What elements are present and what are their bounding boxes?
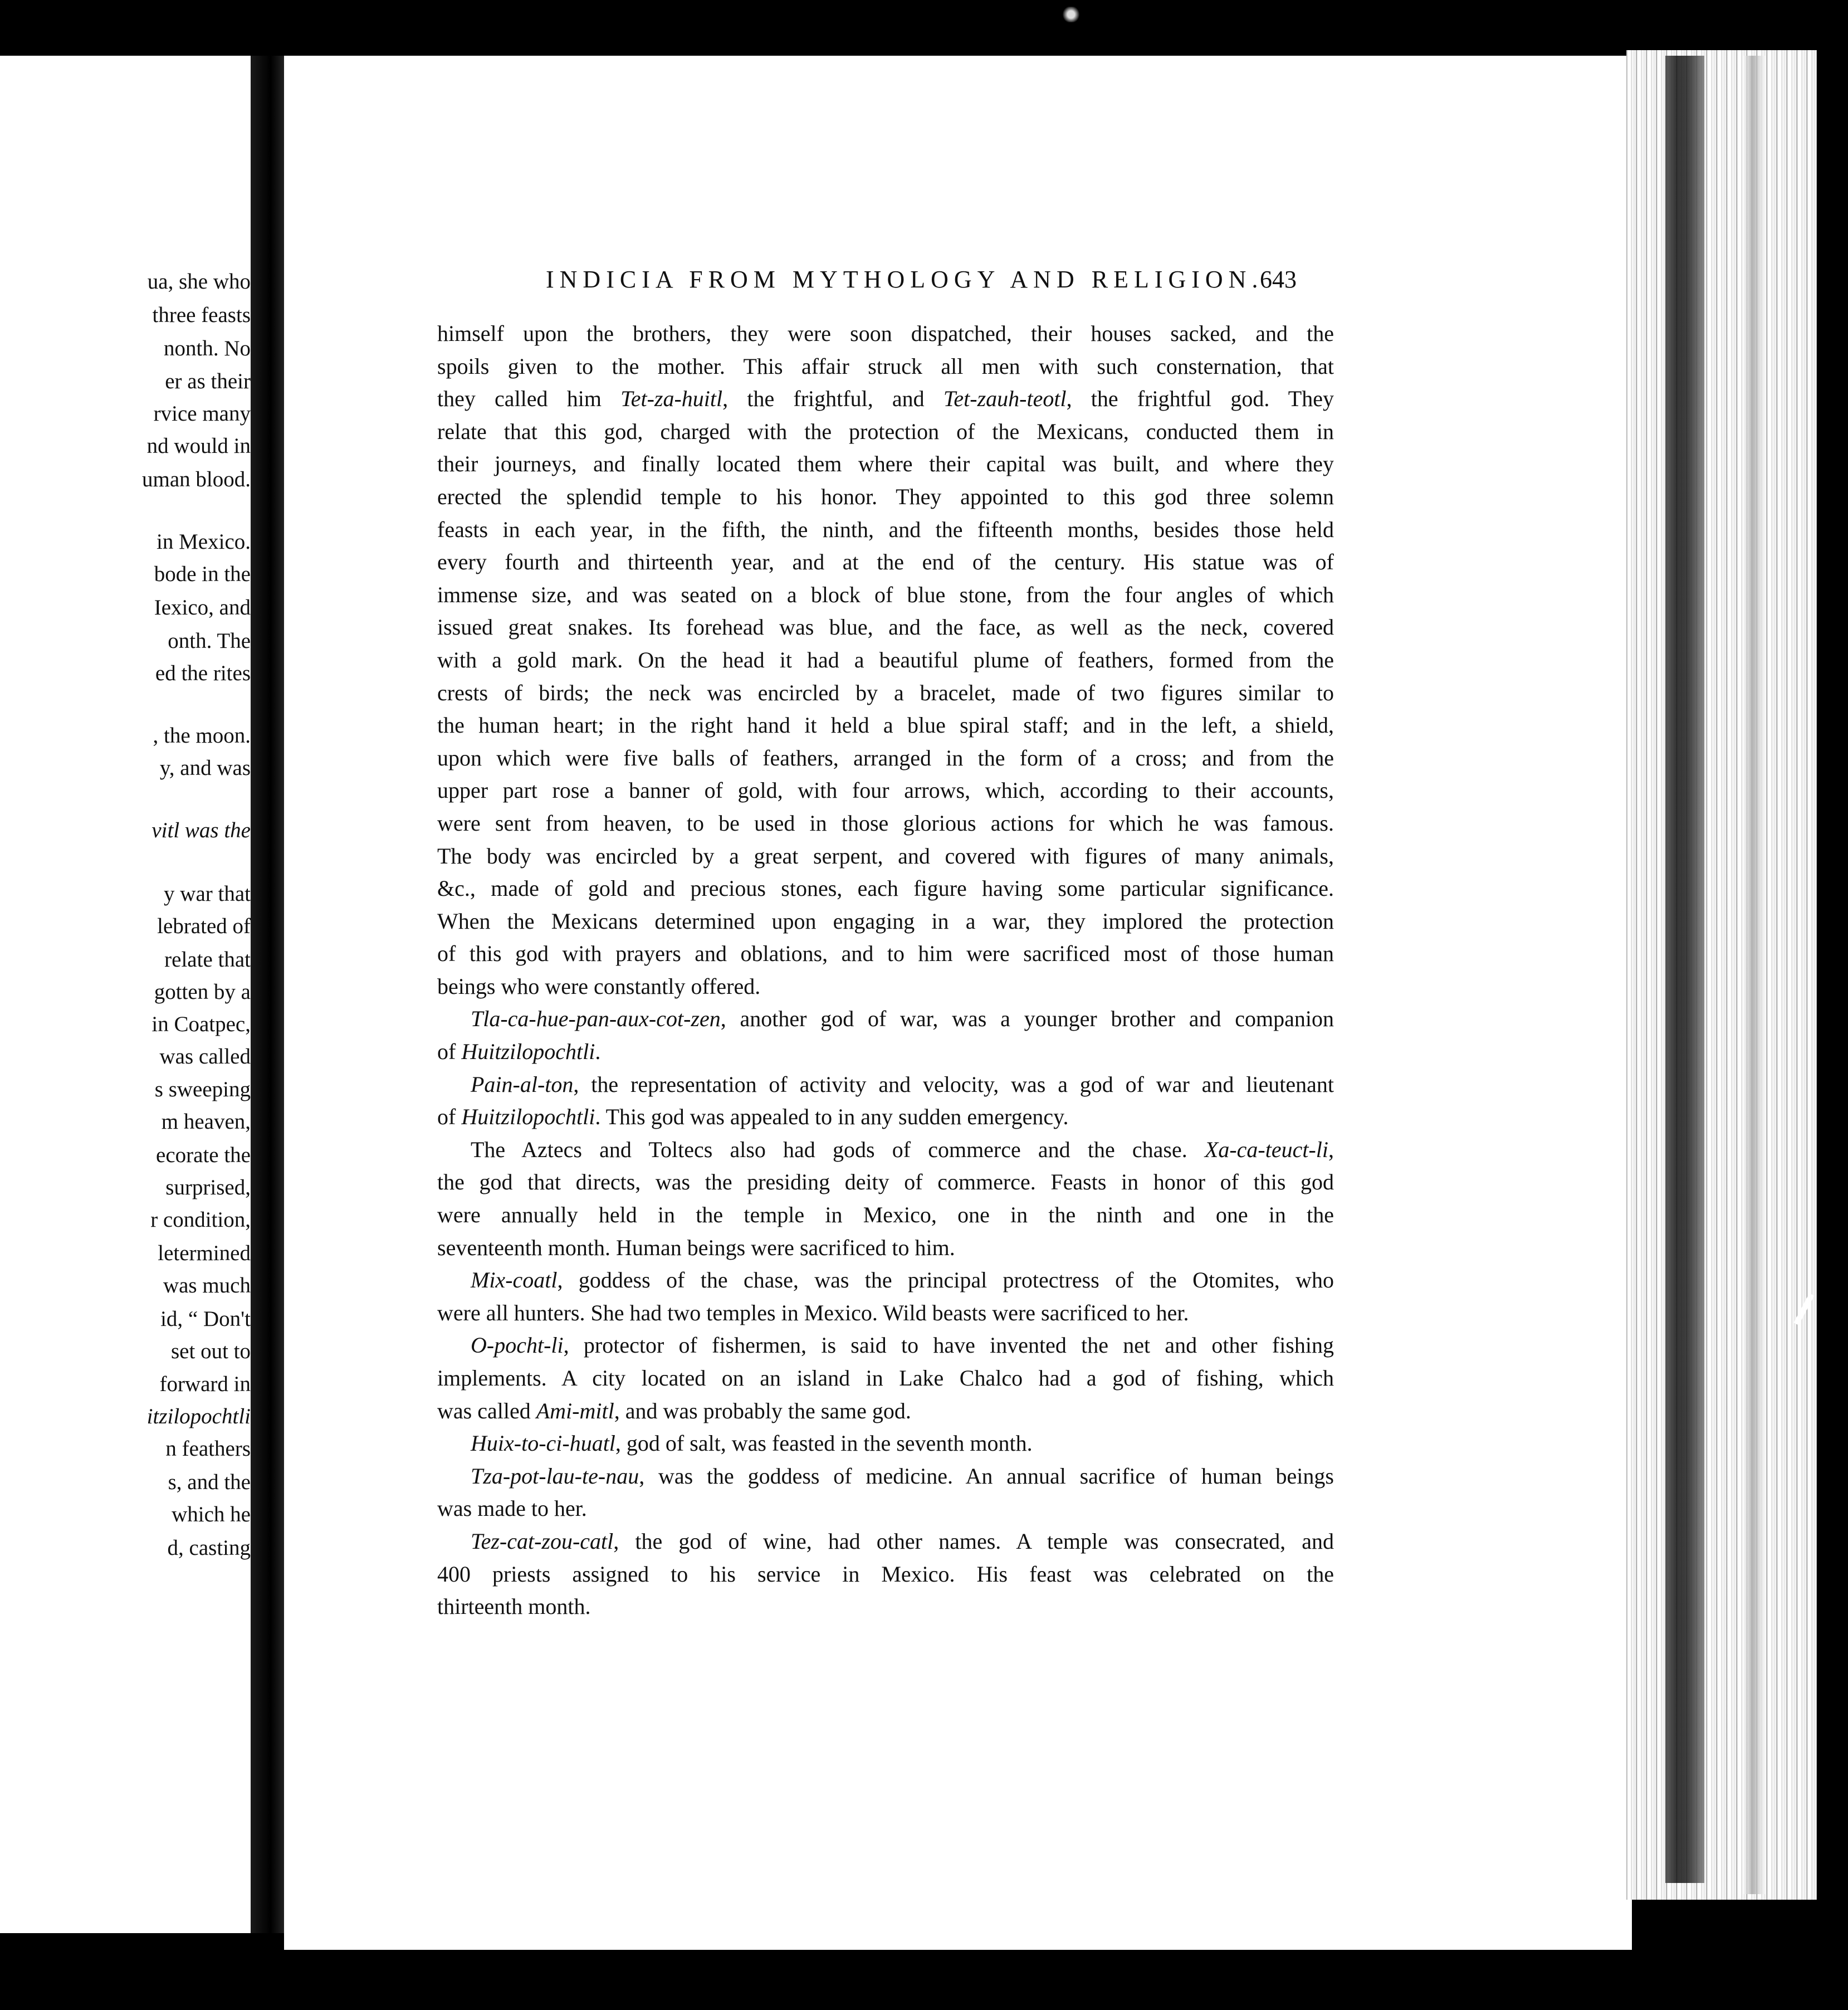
body-line (437, 1297, 1334, 1330)
body-line (437, 1460, 1334, 1493)
page-edges-shadow (1665, 56, 1704, 1883)
body-line (437, 1591, 1334, 1623)
body-line (437, 546, 1334, 579)
body-line (437, 1232, 1334, 1265)
text-run: the god that directs, was the presiding deity of commerce. Feasts in honor of this god (437, 1169, 1334, 1195)
text-run: of (437, 1104, 462, 1130)
text-run: thirteenth month. (437, 1594, 591, 1619)
left-page-line: ua, she who (147, 270, 251, 294)
left-page-line: relate that (164, 948, 251, 972)
body-line (437, 840, 1334, 873)
text-run: the human heart; in the right hand it held a blue spiral staff; and in the left, a shield, (437, 713, 1334, 738)
left-page-line: d, casting (167, 1536, 251, 1560)
left-page-line: y, and was (159, 756, 251, 780)
left-page-line: r condition, (150, 1208, 251, 1232)
body-line (437, 1134, 1334, 1167)
text-run: were annually held in the temple in Mexico, one in the ninth and one in the (437, 1202, 1334, 1228)
left-page-line: itzilopochtli (146, 1404, 251, 1428)
text-run: crests of birds; the neck was encircled by a bracelet, made of two figures similar to (437, 680, 1334, 705)
left-page-line: forward in (159, 1372, 251, 1396)
left-page-line: in Coatpec, (151, 1012, 251, 1036)
left-page-line: bode in the (154, 562, 251, 586)
body-line (437, 579, 1334, 612)
body-line (437, 1199, 1334, 1232)
left-page-line: lebrated of (157, 914, 251, 938)
text-run: . (595, 1039, 601, 1065)
text-run: When the Mexicans determined upon engaging in a war, they implored the protection (437, 908, 1334, 934)
text-run: &c., made of gold and precious stones, each figure having some particular significance. (437, 876, 1334, 901)
text-run: of (437, 1039, 462, 1065)
left-page-line: set out to (171, 1339, 251, 1363)
left-page-line: was called (159, 1045, 251, 1069)
left-page-line: letermined (158, 1241, 251, 1265)
left-page-line: three feasts (152, 303, 251, 327)
left-page-line: nonth. No (164, 336, 251, 360)
left-page-line: , the moon. (153, 724, 251, 748)
body-line (437, 644, 1334, 677)
left-page-line: onth. The (168, 629, 251, 653)
left-page-line: m heaven, (161, 1110, 251, 1134)
text-run: was called (437, 1398, 536, 1423)
text-run: , goddess of the chase, was the principal protectress of the Otomites, who (557, 1267, 1334, 1293)
left-page-line: id, “ Don't (160, 1307, 251, 1331)
body-line (437, 1362, 1334, 1395)
text-run: every fourth and thirteenth year, and at the end of the century. His statue was of (437, 549, 1334, 575)
text-run: , another god of war, was a younger brother and companion (720, 1006, 1334, 1032)
text-run: spoils given to the mother. This affair struck all men with such consternation, that (437, 353, 1334, 379)
italic-term: O-pocht-li (471, 1333, 564, 1358)
text-run: seventeenth month. Human beings were sacrificed to him. (437, 1235, 955, 1260)
text-run: The Aztecs and Toltecs also had gods of commerce and the chase. (471, 1136, 1205, 1162)
left-page-line: gotten by a (154, 980, 251, 1004)
text-run: issued great snakes. Its forehead was blue, and the face, as well as the neck, covered (437, 614, 1334, 640)
body-line (437, 677, 1334, 710)
body-line (437, 1395, 1334, 1428)
body-line (437, 1166, 1334, 1199)
body-line (437, 1264, 1334, 1297)
italic-term: Ami-mitl (536, 1398, 614, 1423)
text-run: , the frightful, and (722, 386, 943, 412)
body-line (437, 1036, 1334, 1069)
text-run: , and was probably the same god. (614, 1398, 911, 1423)
text-run: 400 priests assigned to his service in Mexico. His feast was celebrated on the (437, 1561, 1334, 1587)
left-page-line: Iexico, and (154, 596, 251, 619)
left-page-line: was much (163, 1274, 251, 1297)
body-line (437, 1427, 1334, 1460)
body-line (437, 1329, 1334, 1362)
text-run: , the representation of activity and velocity, was a god of war and lieutenant (573, 1071, 1334, 1097)
body-line (437, 742, 1334, 775)
text-run: , (1328, 1136, 1334, 1162)
italic-term: Huitzilopochtli (461, 1039, 595, 1065)
italic-term: Tet-za-huitl (620, 386, 723, 412)
body-line (437, 1525, 1334, 1558)
body-line (437, 448, 1334, 481)
body-text (437, 318, 1334, 1623)
left-page-line: in Mexico. (157, 530, 251, 554)
body-line (437, 1003, 1334, 1036)
body-line (437, 611, 1334, 644)
body-line (437, 1069, 1334, 1101)
italic-term: Tez-cat-zou-catl (471, 1528, 614, 1554)
body-line (437, 709, 1334, 742)
body-line (437, 1558, 1334, 1591)
left-page-line: nd would in (146, 434, 251, 458)
italic-term: Pain-al-ton (471, 1071, 574, 1097)
text-run: erected the splendid temple to his honor. They appointed to this god three solemn (437, 484, 1334, 509)
left-page-line: er as their (165, 369, 251, 393)
body-line (437, 1101, 1334, 1134)
text-run: The body was encircled by a great serpent, and covered with figures of many animals, (437, 843, 1334, 869)
text-run: . This god was appealed to in any sudden emergency. (595, 1104, 1069, 1130)
body-line (437, 514, 1334, 547)
body-line (437, 970, 1334, 1003)
body-line (437, 938, 1334, 970)
left-page-line: uman blood. (142, 467, 251, 491)
body-line (437, 383, 1334, 416)
body-line (437, 350, 1334, 383)
text-run: were all hunters. She had two temples in Mexico. Wild beasts were sacrificed to her. (437, 1300, 1189, 1325)
text-run: , the frightful god. They (1066, 386, 1334, 412)
text-run: relate that this god, charged with the protection of the Mexicans, conducted them in (437, 418, 1334, 444)
text-run: were sent from heaven, to be used in those glorious actions for which he was famous. (437, 810, 1334, 836)
text-run: upper part rose a banner of gold, with four arrows, which, according to their accounts, (437, 778, 1334, 803)
text-run: , god of salt, was feasted in the seventh month. (615, 1431, 1033, 1456)
body-line (437, 905, 1334, 938)
left-page-line: y war that (164, 882, 251, 906)
left-page-line: n feathers (165, 1437, 251, 1461)
scan-blot (1062, 7, 1081, 22)
body-line (437, 1492, 1334, 1525)
left-page-line: surprised, (165, 1175, 251, 1199)
body-line (437, 774, 1334, 807)
text-run: was made to her. (437, 1496, 587, 1521)
italic-term: Huix-to-ci-huatl (471, 1431, 615, 1456)
book-gutter (251, 56, 284, 1933)
italic-term: Xa-ca-teuct-li (1204, 1136, 1328, 1162)
text-run: implements. A city located on an island in Lake Chalco had a god of fishing, which (437, 1365, 1334, 1391)
text-run: himself upon the brothers, they were soon dispatched, their houses sacked, and the (437, 321, 1334, 346)
left-page-line: s, and the (168, 1470, 251, 1494)
page-number: 643 (1260, 266, 1297, 293)
page-edges (1626, 50, 1817, 1900)
text-run: with a gold mark. On the head it had a beautiful plume of feathers, formed from the (437, 647, 1334, 672)
left-page-line: ecorate the (156, 1143, 251, 1167)
text-run: they called him (437, 386, 621, 412)
left-page-line: rvice many (153, 402, 251, 426)
body-line (437, 481, 1334, 514)
italic-term: Tla-ca-hue-pan-aux-cot-zen (471, 1006, 721, 1032)
text-run: , protector of fishermen, is said to have invented the net and other fishing (563, 1333, 1334, 1358)
italic-term: Huitzilopochtli (461, 1104, 595, 1130)
italic-term: Tet-zauh-teotl (943, 386, 1067, 412)
text-run: their journeys, and finally located them where their capital was built, and where they (437, 451, 1334, 477)
text-run: feasts in each year, in the fifth, the ninth, and the fifteenth months, besides those held (437, 516, 1334, 542)
left-page-line: ed the rites (155, 661, 251, 685)
text-run: , the god of wine, had other names. A temple was consecrated, and (613, 1528, 1334, 1554)
body-line (437, 807, 1334, 840)
italic-term: Mix-coatl (471, 1267, 558, 1293)
left-page-line: vitl was the (151, 818, 251, 842)
left-page-line: s sweeping (154, 1077, 251, 1101)
text-run: upon which were five balls of feathers, arranged in the form of a cross; and from the (437, 745, 1334, 770)
body-line (437, 318, 1334, 350)
running-title: INDICIA FROM MYTHOLOGY AND RELIGION. (546, 266, 1264, 293)
text-run: of this god with prayers and oblations, and to him were sacrificed most of those human (437, 941, 1334, 967)
text-run: beings who were constantly offered. (437, 973, 761, 999)
text-run: immense size, and was seated on a block of blue stone, from the four angles of which (437, 582, 1334, 607)
previous-page-fragment (0, 56, 251, 1933)
page-edges-highlight (1743, 56, 1766, 1894)
text-run: , was the goddess of medicine. An annual sacrifice of human beings (639, 1463, 1334, 1489)
italic-term: Tza-pot-lau-te-nau (471, 1463, 639, 1489)
body-line (437, 416, 1334, 448)
body-line (437, 872, 1334, 905)
left-page-line: which he (172, 1502, 251, 1526)
